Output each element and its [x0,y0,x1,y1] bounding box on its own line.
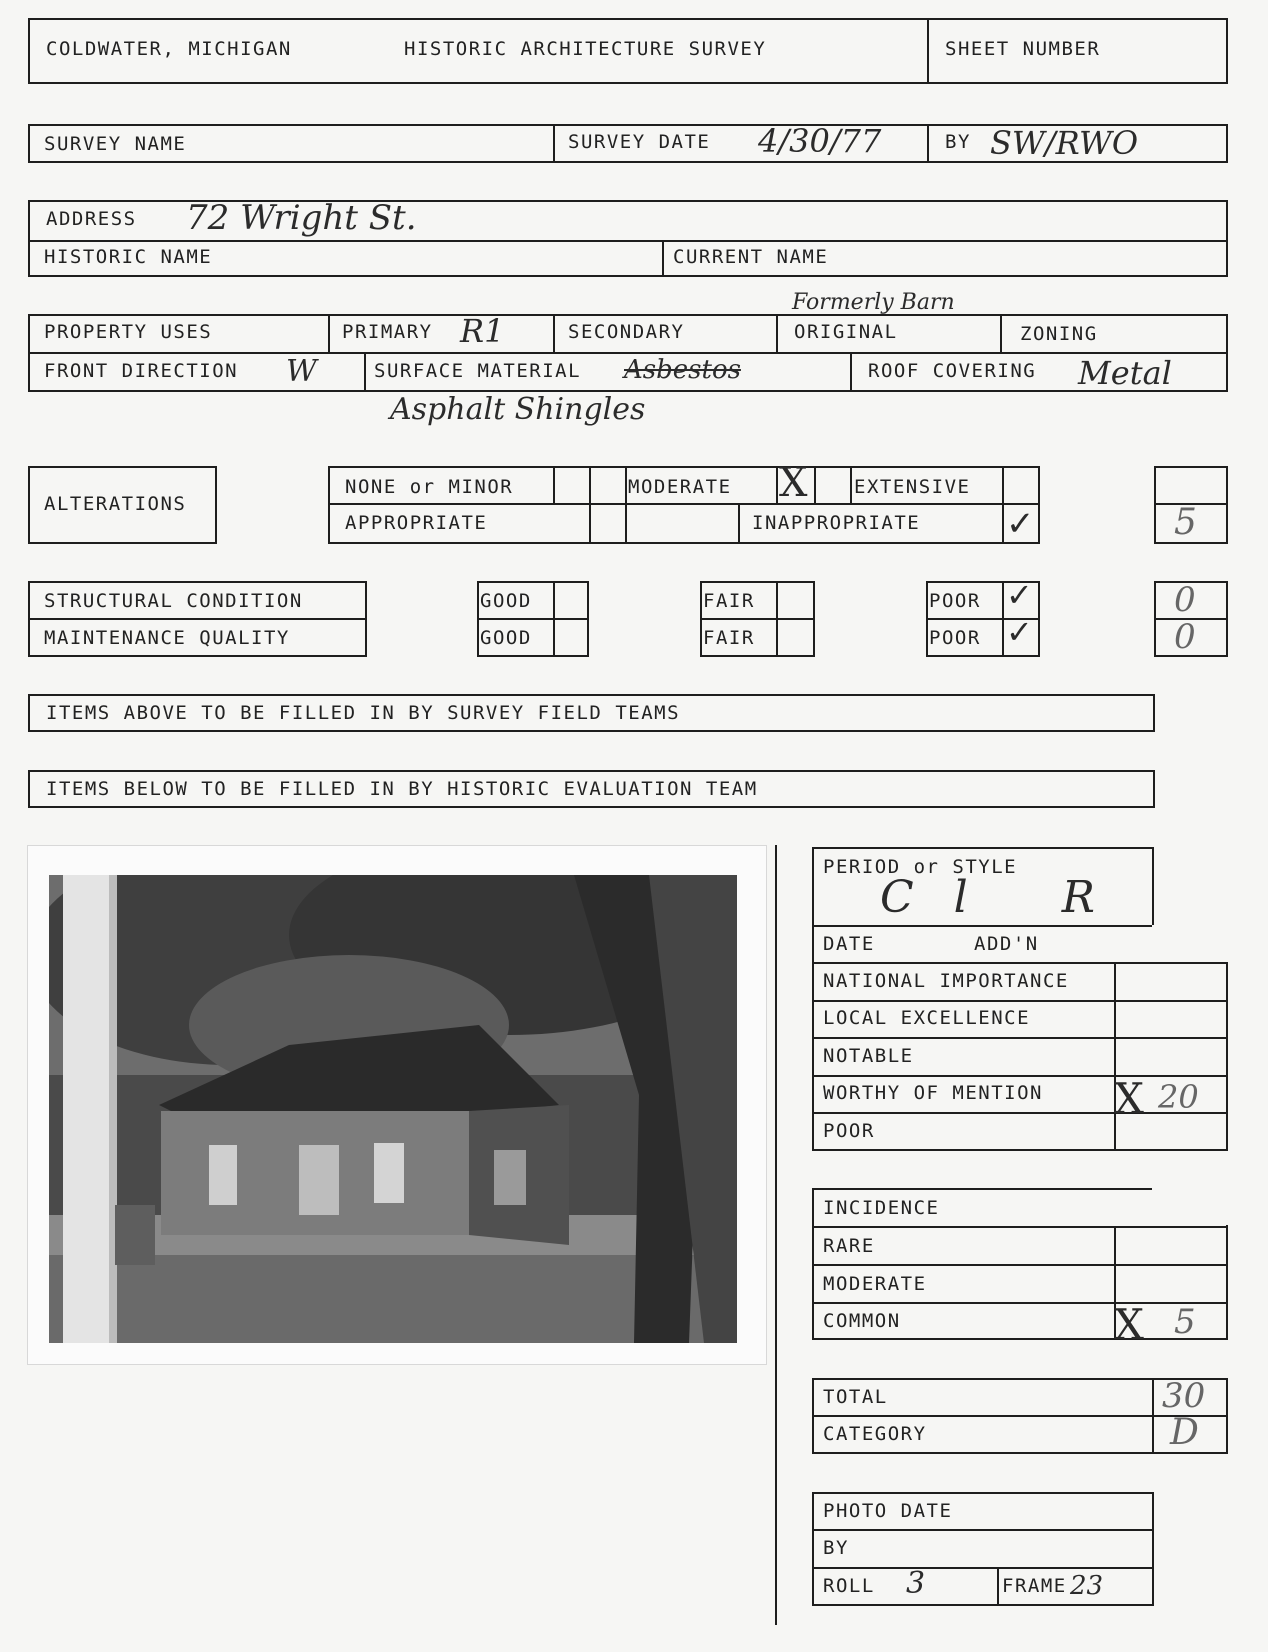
alt-inappropriate: INAPPROPRIATE [752,512,921,534]
eval-poor-label: POOR [823,1120,875,1142]
eval-date-label: DATE [823,933,875,955]
alterations-grid-mid [328,503,1040,505]
alterations-label: ALTERATIONS [44,493,187,515]
period-value: Cl R [880,872,1135,923]
total-value: 30 [1162,1376,1206,1416]
original-value: Formerly Barn [792,290,955,315]
note-above-right [1153,694,1155,730]
alt-div-7 [738,503,740,544]
surface-material-struck: Asbestos [624,355,741,385]
maintenance-quality-label: MAINTENANCE QUALITY [44,627,290,649]
surface-material-label: SURFACE MATERIAL [374,360,582,382]
survey-by-label: BY [945,131,971,153]
maintenance-score: 0 [1174,617,1196,657]
inc-line-2 [812,1264,1228,1266]
uses-divider-4 [1000,314,1002,352]
note-below: ITEMS BELOW TO BE FILLED IN BY HISTORIC EVALUATION TEAM [46,778,758,800]
worthy-score: 20 [1158,1078,1199,1116]
survey-divider-1 [553,124,555,161]
alt-div-1 [553,466,555,503]
inc-header-cover [1152,1188,1232,1225]
common-score: 5 [1174,1302,1196,1342]
address-divider [662,240,664,275]
survey-right-edge [1226,124,1228,161]
address-left-edge [28,200,30,275]
uses-mid-line [28,352,1228,354]
photo-column-line [775,845,777,1625]
survey-date-label: SURVEY DATE [568,131,711,153]
address-mid-line [28,240,1228,242]
survey-divider-2 [927,124,929,161]
uses-divider-2 [553,314,555,352]
photo-info-line-2 [812,1567,1154,1569]
alt-inappropriate-mark: ✓ [1006,504,1035,544]
current-name-label: CURRENT NAME [673,246,829,268]
inc-line-1 [812,1226,1228,1228]
address-bottom-line [28,275,1228,277]
local-excellence-label: LOCAL EXCELLENCE [823,1007,1031,1029]
eval-date-cover [1152,925,1232,962]
frame-value: 23 [1070,1571,1104,1601]
uses-top-line [28,314,1228,316]
structural-fair: FAIR [703,590,755,612]
note-above-left [28,694,30,730]
note-above: ITEMS ABOVE TO BE FILLED IN BY SURVEY FIELD TEAMS [46,702,681,724]
good-div [553,581,555,657]
alt-extensive: EXTENSIVE [854,476,971,498]
eval-line-1 [812,962,1228,964]
fair-mid [700,618,815,620]
note-below-top [28,770,1155,772]
uses-divider-5 [364,352,366,390]
note-above-bottom [28,730,1155,732]
category-value: D [1170,1412,1199,1453]
poor-div [1002,581,1004,657]
incidence-moderate-label: MODERATE [823,1273,927,1295]
alt-div-3 [625,466,627,544]
address-value: 72 Wright St. [186,198,417,238]
uses-divider-3 [776,314,778,352]
common-label: COMMON [823,1310,901,1332]
note-below-bottom [28,806,1155,808]
worthy-mark: X [1114,1074,1144,1123]
front-direction-label: FRONT DIRECTION [44,360,239,382]
eval-line-3 [812,1037,1228,1039]
sheet-number-label: SHEET NUMBER [945,38,1101,60]
category-label: CATEGORY [823,1423,927,1445]
alt-appropriate: APPROPRIATE [345,512,488,534]
alt-div-5 [814,466,816,503]
surface-material-value: Asphalt Shingles [390,392,646,427]
uses-right-edge [1226,314,1228,390]
photo-info-line-1 [812,1529,1154,1531]
alt-div-6 [850,466,852,503]
header-divider [927,18,929,84]
eval-addn-label: ADD'N [974,933,1039,955]
incidence-label: INCIDENCE [823,1197,940,1219]
roll-value: 3 [906,1566,926,1601]
secondary-label: SECONDARY [568,321,685,343]
note-below-left [28,770,30,806]
survey-name-label: SURVEY NAME [44,133,187,155]
worthy-label: WORTHY OF MENTION [823,1082,1043,1104]
roof-covering-value: Metal [1078,354,1172,392]
notable-label: NOTABLE [823,1045,914,1067]
alt-div-8 [1002,466,1004,544]
eval-line-4 [812,1075,1228,1077]
inc-line-3 [812,1302,1228,1304]
city-label: COLDWATER, MICHIGAN [46,38,292,60]
survey-left-edge [28,124,30,161]
structural-poor: POOR [929,590,981,612]
photo-info-div [997,1567,999,1606]
photo-date-label: PHOTO DATE [823,1500,953,1522]
uses-left-edge [28,314,30,390]
rare-label: RARE [823,1235,875,1257]
period-label: PERIOD or STYLE [823,856,1018,878]
house-photo-image [49,875,737,1343]
national-importance-label: NATIONAL IMPORTANCE [823,970,1069,992]
structural-condition-label: STRUCTURAL CONDITION [44,590,303,612]
note-above-top [28,694,1155,696]
condition-label-mid [28,618,367,620]
good-mid [477,618,589,620]
zoning-label: ZONING [1020,323,1098,345]
alt-div-4 [776,466,778,503]
maintenance-fair: FAIR [703,627,755,649]
maintenance-poor-mark: ✓ [1006,613,1033,651]
house-photograph [49,875,737,1343]
roll-label: ROLL [823,1575,875,1597]
historic-name-label: HISTORIC NAME [44,246,213,268]
uses-divider-6 [850,352,852,390]
property-uses-label: PROPERTY USES [44,321,213,343]
address-label: ADDRESS [46,208,137,230]
frame-label: FRAME [1002,1575,1067,1597]
structural-good: GOOD [480,590,532,612]
alt-none-minor: NONE or MINOR [345,476,514,498]
alterations-score: 5 [1174,502,1197,543]
photo-by-label: BY [823,1537,849,1559]
structural-poor-mark: ✓ [1006,576,1033,614]
primary-label: PRIMARY [342,321,433,343]
address-right-edge [1226,200,1228,275]
page-title: HISTORIC ARCHITECTURE SURVEY [404,38,767,60]
alt-moderate: MODERATE [628,476,732,498]
uses-divider-1 [328,314,330,352]
survey-by-value: SW/RWO [990,124,1139,162]
roof-covering-label: ROOF COVERING [868,360,1037,382]
common-mark: X [1114,1300,1144,1349]
survey-date-value: 4/30/77 [758,122,882,160]
total-label: TOTAL [823,1386,888,1408]
structural-score: 0 [1174,580,1196,620]
alt-moderate-mark: X [779,460,808,506]
eval-line-2 [812,1000,1228,1002]
alt-div-2 [589,466,591,544]
note-below-right [1153,770,1155,806]
front-direction-value: W [286,354,317,389]
original-label: ORIGINAL [794,321,898,343]
maintenance-poor: POOR [929,627,981,649]
maintenance-good: GOOD [480,627,532,649]
fair-div [776,581,778,657]
primary-value: R1 [460,312,505,350]
totals-div [1152,1378,1154,1454]
